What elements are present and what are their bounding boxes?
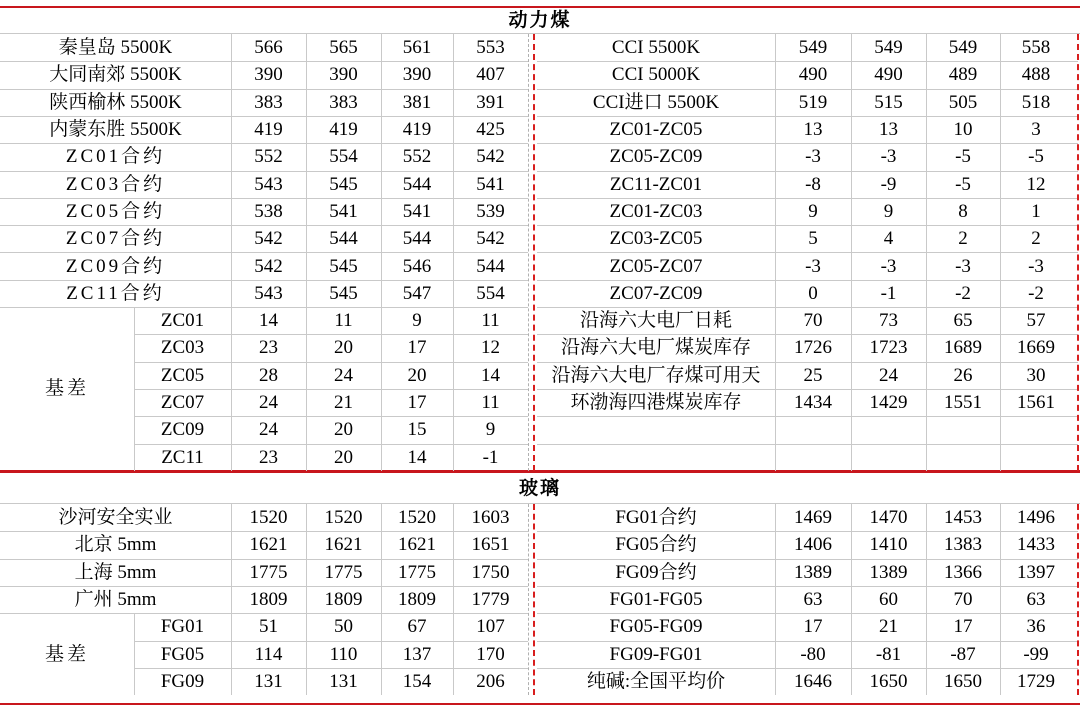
basis-contract: ZC05 xyxy=(160,364,205,386)
value-cell: 1366 xyxy=(944,561,982,583)
value-cell: 543 xyxy=(254,173,283,195)
value-cell: 2 xyxy=(958,228,968,250)
value-cell: 2 xyxy=(1031,228,1041,250)
grid-line xyxy=(533,34,535,471)
value-cell: 566 xyxy=(254,37,283,59)
value-cell: 17 xyxy=(803,616,823,638)
value-cell: 9 xyxy=(485,419,496,441)
row-label: ZC11合约 xyxy=(66,282,165,304)
value-cell: -99 xyxy=(1023,643,1049,665)
value-cell: 1646 xyxy=(794,670,832,692)
value-cell: 1434 xyxy=(794,392,832,414)
value-cell: 1750 xyxy=(471,561,510,583)
grid-line xyxy=(306,504,307,695)
grid-line xyxy=(926,34,927,471)
value-cell: 24 xyxy=(879,364,898,386)
value-cell: 11 xyxy=(481,392,500,414)
grid-line xyxy=(306,34,307,471)
row-label: 沿海六大电厂日耗 xyxy=(579,310,732,332)
value-cell: 1689 xyxy=(944,337,982,359)
value-cell: -1 xyxy=(482,446,499,468)
value-cell: 14 xyxy=(259,310,278,332)
value-cell: 545 xyxy=(329,282,358,304)
value-cell: 1621 xyxy=(249,534,288,556)
value-cell: 1779 xyxy=(471,589,510,611)
row-label: ZC01-ZC03 xyxy=(609,200,703,222)
value-cell: 20 xyxy=(334,337,353,359)
basis-contract: ZC01 xyxy=(160,310,205,332)
grid-line xyxy=(926,504,927,695)
value-cell: 541 xyxy=(402,200,432,222)
value-cell: -80 xyxy=(800,643,826,665)
row-label: FG05-FG09 xyxy=(609,616,703,638)
section-title: 玻璃 xyxy=(518,478,561,499)
value-cell: 12 xyxy=(1026,173,1046,195)
value-cell: -3 xyxy=(805,146,821,168)
grid-line xyxy=(1000,34,1001,471)
value-cell: 20 xyxy=(334,419,353,441)
value-cell: 1429 xyxy=(869,392,908,414)
row-label: 陕西榆林 5500K xyxy=(49,91,182,113)
basis-contract: FG01 xyxy=(160,616,205,638)
basis-label: 基差 xyxy=(44,378,89,400)
basis-contract: ZC09 xyxy=(160,419,205,441)
row-label: ZC05-ZC09 xyxy=(609,146,703,168)
grid-line xyxy=(381,504,382,695)
value-cell: 17 xyxy=(407,392,427,414)
grid-line xyxy=(528,504,529,695)
row-label: ZC07合约 xyxy=(65,228,166,250)
value-cell: 1410 xyxy=(869,534,908,556)
value-cell: 1389 xyxy=(869,561,908,583)
value-cell: 544 xyxy=(329,228,358,250)
value-cell: 5 xyxy=(808,228,818,250)
value-cell: 12 xyxy=(481,337,500,359)
value-cell: -2 xyxy=(1028,282,1044,304)
value-cell: 4 xyxy=(883,228,894,250)
row-label: ZC05合约 xyxy=(65,200,166,222)
row-label: ZC01-ZC05 xyxy=(609,119,703,141)
value-cell: 170 xyxy=(476,643,505,665)
value-cell: 70 xyxy=(803,310,823,332)
row-label: 沿海六大电厂存煤可用天 xyxy=(551,364,761,386)
value-cell: 24 xyxy=(259,392,278,414)
value-cell: 390 xyxy=(329,64,358,86)
value-cell: 549 xyxy=(874,37,903,59)
value-cell: 381 xyxy=(402,91,432,113)
value-cell: 1496 xyxy=(1017,507,1055,529)
grid-line xyxy=(775,504,776,695)
value-cell: 25 xyxy=(803,364,823,386)
value-cell: 505 xyxy=(948,91,978,113)
grid-line xyxy=(381,34,382,471)
row-label: 纯碱:全国平均价 xyxy=(586,670,726,692)
value-cell: 549 xyxy=(948,37,978,59)
value-cell: 407 xyxy=(476,64,505,86)
value-cell: 9 xyxy=(883,200,894,222)
value-cell: -2 xyxy=(955,282,971,304)
value-cell: 137 xyxy=(402,643,432,665)
value-cell: 114 xyxy=(254,643,283,665)
value-cell: 549 xyxy=(798,37,828,59)
value-cell: 13 xyxy=(879,119,898,141)
row-label: CCI 5500K xyxy=(611,37,701,59)
value-cell: -5 xyxy=(1028,146,1044,168)
grid-line xyxy=(453,504,454,695)
value-cell: 1775 xyxy=(249,561,288,583)
value-cell: 544 xyxy=(402,228,432,250)
value-cell: 1433 xyxy=(1017,534,1055,556)
basis-label: 基差 xyxy=(44,643,89,665)
grid-line xyxy=(453,34,454,471)
basis-contract: FG09 xyxy=(160,670,205,692)
value-cell: 14 xyxy=(481,364,500,386)
value-cell: 1726 xyxy=(794,337,832,359)
value-cell: 9 xyxy=(808,200,818,222)
value-cell: 14 xyxy=(407,446,427,468)
value-cell xyxy=(775,416,851,443)
value-cell: 390 xyxy=(402,64,432,86)
value-cell: 538 xyxy=(254,200,283,222)
value-cell: -9 xyxy=(880,173,897,195)
value-cell: 553 xyxy=(476,37,505,59)
grid-line xyxy=(528,34,529,471)
value-cell: -3 xyxy=(1028,255,1044,277)
row-label: ZC07-ZC09 xyxy=(609,282,703,304)
value-cell: 546 xyxy=(402,255,432,277)
row-label: 沿海六大电厂煤炭库存 xyxy=(560,337,751,359)
row-label: FG09合约 xyxy=(615,561,697,583)
value-cell: 36 xyxy=(1026,616,1046,638)
value-cell: 490 xyxy=(798,64,828,86)
grid-line xyxy=(533,504,535,695)
value-cell: 542 xyxy=(476,146,505,168)
value-cell: -1 xyxy=(880,282,897,304)
value-cell: 110 xyxy=(329,643,358,665)
value-cell: 63 xyxy=(803,589,823,611)
value-cell: 1389 xyxy=(794,561,832,583)
value-cell: 565 xyxy=(329,37,358,59)
grid-line xyxy=(1077,504,1079,695)
value-cell: 23 xyxy=(259,446,278,468)
grid-line xyxy=(1077,34,1079,471)
value-cell: 28 xyxy=(259,364,278,386)
value-cell xyxy=(775,444,851,471)
row-label: 北京 5mm xyxy=(74,534,157,556)
value-cell: 17 xyxy=(407,337,427,359)
value-cell: 543 xyxy=(254,282,283,304)
value-cell: 1470 xyxy=(869,507,908,529)
row-label: ZC05-ZC07 xyxy=(609,255,703,277)
row-label: CCI 5000K xyxy=(611,64,701,86)
basis-contract: ZC11 xyxy=(161,446,204,468)
value-cell: 65 xyxy=(953,310,973,332)
row-label: 大同南郊 5500K xyxy=(49,64,182,86)
value-cell: 13 xyxy=(803,119,823,141)
value-cell: 1651 xyxy=(471,534,510,556)
value-cell xyxy=(1000,444,1072,471)
value-cell: 73 xyxy=(879,310,898,332)
value-cell: 1669 xyxy=(1017,337,1055,359)
row-label: FG05合约 xyxy=(615,534,697,556)
value-cell: -81 xyxy=(875,643,902,665)
value-cell: 489 xyxy=(948,64,978,86)
value-cell: 24 xyxy=(334,364,353,386)
row-label: ZC03合约 xyxy=(65,173,166,195)
value-cell: 1397 xyxy=(1017,561,1055,583)
value-cell: 1469 xyxy=(794,507,832,529)
grid-line xyxy=(231,504,232,695)
value-cell: 70 xyxy=(953,589,973,611)
value-cell: 30 xyxy=(1026,364,1046,386)
row-label: FG01合约 xyxy=(615,507,697,529)
value-cell: 1621 xyxy=(324,534,363,556)
value-cell: 542 xyxy=(254,228,283,250)
value-cell: 558 xyxy=(1021,37,1051,59)
basis-contract: ZC07 xyxy=(160,392,205,414)
value-cell xyxy=(851,416,926,443)
value-cell xyxy=(1000,416,1072,443)
value-cell: 518 xyxy=(1021,91,1051,113)
value-cell: 1775 xyxy=(324,561,363,583)
value-cell: 20 xyxy=(334,446,353,468)
value-cell: -5 xyxy=(955,173,971,195)
value-cell: 15 xyxy=(407,419,427,441)
row-label: 环渤海四港煤炭库存 xyxy=(570,392,742,414)
value-cell: 17 xyxy=(953,616,973,638)
grid-line xyxy=(775,34,776,471)
value-cell: 1809 xyxy=(398,589,436,611)
value-cell: 1520 xyxy=(398,507,436,529)
value-cell: 24 xyxy=(259,419,278,441)
row-label: 沙河安全实业 xyxy=(58,507,173,529)
value-cell: 554 xyxy=(476,282,505,304)
value-cell: 544 xyxy=(476,255,505,277)
value-cell: 552 xyxy=(402,146,432,168)
grid-line xyxy=(134,307,135,471)
value-cell: 1520 xyxy=(249,507,288,529)
bottom-rule xyxy=(0,703,1080,705)
value-cell: 63 xyxy=(1026,589,1046,611)
value-cell: 10 xyxy=(953,119,973,141)
value-cell: 57 xyxy=(1026,310,1046,332)
basis-contract: ZC03 xyxy=(160,337,205,359)
value-cell: 11 xyxy=(334,310,353,332)
row-label: 广州 5mm xyxy=(74,589,157,611)
value-cell xyxy=(926,416,1000,443)
value-cell: 1650 xyxy=(944,670,982,692)
value-cell: 541 xyxy=(476,173,505,195)
value-cell: -3 xyxy=(880,146,897,168)
row-label: ZC01合约 xyxy=(65,146,166,168)
value-cell: 1809 xyxy=(324,589,363,611)
value-cell: 539 xyxy=(476,200,505,222)
row-label xyxy=(537,416,775,443)
value-cell: 390 xyxy=(254,64,283,86)
value-cell: 3 xyxy=(1031,119,1041,141)
value-cell: 519 xyxy=(798,91,828,113)
value-cell: 21 xyxy=(334,392,353,414)
value-cell: 1603 xyxy=(471,507,510,529)
value-cell: 515 xyxy=(874,91,903,113)
value-cell xyxy=(926,444,1000,471)
value-cell: 1 xyxy=(1031,200,1041,222)
value-cell: 1551 xyxy=(944,392,982,414)
row-label: ZC09合约 xyxy=(65,255,166,277)
row-label: FG09-FG01 xyxy=(609,643,703,665)
value-cell: 1621 xyxy=(398,534,436,556)
value-cell: 547 xyxy=(402,282,432,304)
value-cell: 545 xyxy=(329,173,358,195)
value-cell: -5 xyxy=(955,146,971,168)
row-label: ZC11-ZC01 xyxy=(609,173,703,195)
value-cell: 154 xyxy=(402,670,432,692)
grid-line xyxy=(851,504,852,695)
value-cell: 131 xyxy=(329,670,358,692)
value-cell: 23 xyxy=(259,337,278,359)
row-label: ZC03-ZC05 xyxy=(609,228,703,250)
row-label: 内蒙东胜 5500K xyxy=(49,119,182,141)
value-cell: 542 xyxy=(476,228,505,250)
value-cell: 1453 xyxy=(944,507,982,529)
value-cell: 20 xyxy=(407,364,427,386)
basis-contract: FG05 xyxy=(160,643,205,665)
row-label: 秦皇岛 5500K xyxy=(58,37,173,59)
value-cell: -3 xyxy=(805,255,821,277)
value-cell: -3 xyxy=(955,255,971,277)
value-cell: 1729 xyxy=(1017,670,1055,692)
value-cell: -8 xyxy=(805,173,821,195)
value-cell: 419 xyxy=(254,119,283,141)
value-cell: 107 xyxy=(476,616,505,638)
value-cell: 488 xyxy=(1021,64,1051,86)
value-cell: 1520 xyxy=(324,507,363,529)
value-cell: 9 xyxy=(412,310,422,332)
value-cell: 1650 xyxy=(869,670,908,692)
grid-line xyxy=(1000,504,1001,695)
value-cell: 383 xyxy=(254,91,283,113)
value-cell: 21 xyxy=(879,616,898,638)
value-cell: 545 xyxy=(329,255,358,277)
value-cell: 391 xyxy=(476,91,505,113)
value-cell: 50 xyxy=(334,616,353,638)
value-cell: 544 xyxy=(402,173,432,195)
value-cell: 0 xyxy=(808,282,818,304)
value-cell: 419 xyxy=(329,119,358,141)
value-cell: 383 xyxy=(329,91,358,113)
value-cell: 1809 xyxy=(249,589,288,611)
value-cell xyxy=(851,444,926,471)
row-label: FG01-FG05 xyxy=(609,589,703,611)
row-label: 上海 5mm xyxy=(74,561,157,583)
row-label xyxy=(537,444,775,471)
value-cell: 554 xyxy=(329,146,358,168)
row-label: CCI进口 5500K xyxy=(592,91,720,113)
value-cell: 51 xyxy=(259,616,278,638)
value-cell: 542 xyxy=(254,255,283,277)
value-cell: 1775 xyxy=(398,561,436,583)
value-cell: 131 xyxy=(254,670,283,692)
value-cell: 8 xyxy=(958,200,968,222)
value-cell: 1383 xyxy=(944,534,982,556)
value-cell: -3 xyxy=(880,255,897,277)
value-cell: -87 xyxy=(950,643,976,665)
grid-line xyxy=(231,34,232,471)
grid-line xyxy=(851,34,852,471)
value-cell: 1723 xyxy=(869,337,908,359)
value-cell: 552 xyxy=(254,146,283,168)
value-cell: 1561 xyxy=(1017,392,1055,414)
value-cell: 561 xyxy=(402,37,432,59)
value-cell: 60 xyxy=(879,589,898,611)
grid-line xyxy=(134,613,135,695)
value-cell: 490 xyxy=(874,64,903,86)
value-cell: 206 xyxy=(476,670,505,692)
value-cell: 1406 xyxy=(794,534,832,556)
value-cell: 425 xyxy=(476,119,505,141)
value-cell: 11 xyxy=(481,310,500,332)
value-cell: 419 xyxy=(402,119,432,141)
value-cell: 26 xyxy=(953,364,973,386)
section-title: 动力煤 xyxy=(508,10,572,31)
value-cell: 67 xyxy=(407,616,427,638)
value-cell: 541 xyxy=(329,200,358,222)
